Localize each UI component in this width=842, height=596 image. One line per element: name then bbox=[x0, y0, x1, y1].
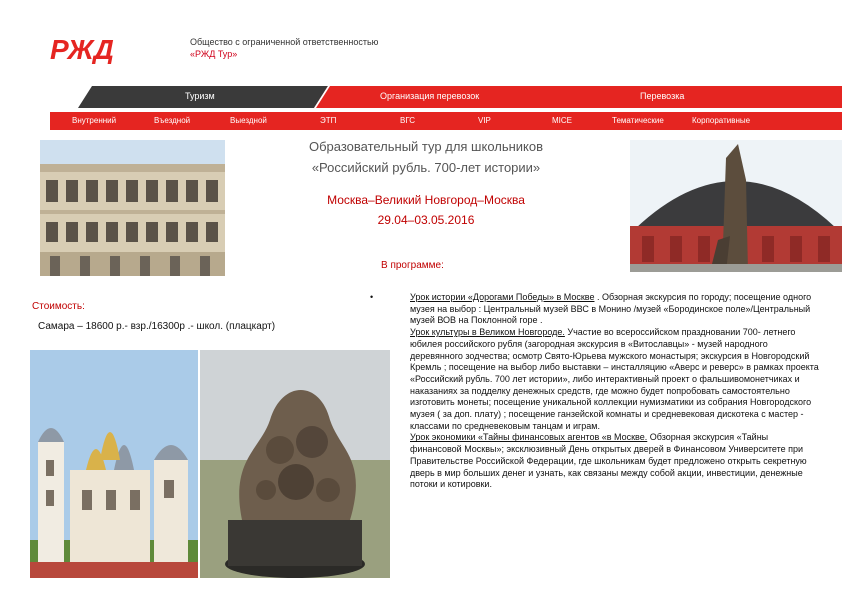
nav-mice[interactable]: MICE bbox=[552, 116, 572, 125]
program-text-culture: Участие во всероссийском праздновании 700- летнего юбилея российского рубля (загородная экскурсия в «Витославцы» - музей народного деревянного зодчества; осмотр Свято-Юрьева мужского монастыря; экскурсия в Новгородский Кремль ; посещение на выбор либо выставки – инсталляцию «Аверс и реверс» в рамках проекта «Российский рубль. 700 лет истории», либо интерактивный проект о фальшивомонетчиках и наказаниях за подделку денежных средств, где можно будет попробовать самостоятельно изготовить монеты; посещение уникальной коллекции нумизматики из собрания Новгородского музея ( за доп. плату) ; посещение ганзейской комнаты и средневековая дискотека с мастер - классами по средневековым танцам и играм. bbox=[410, 327, 819, 431]
nav-domestic[interactable]: Внутренний bbox=[72, 116, 117, 125]
program-text bbox=[410, 292, 822, 491]
tour-route: Москва–Великий Новгород–Москва bbox=[327, 193, 525, 207]
program-text-economics: Обзорная экскурсия «Тайны финансовой Москвы»; эксклюзивный День открытых дверей в Финансовом Университете при Правительстве Российской Федерации, где школьникам будет предложено открыть секретную дверь в мир больших денег и узнать, как связаны между собой акции, инвестиции, денежные потоки и котировки. bbox=[410, 432, 807, 490]
program-bullet: • bbox=[370, 292, 374, 302]
company-name bbox=[190, 36, 378, 60]
nav-inbound[interactable]: Въездной bbox=[154, 116, 191, 125]
logo-text: РЖД bbox=[50, 34, 114, 64]
nav-tourism[interactable]: Туризм bbox=[185, 91, 215, 101]
nav-vgs[interactable]: ВГС bbox=[400, 116, 416, 125]
program-text-history: . Обзорная экскурсия по городу; посещение одного музея на выбор : Центральный музей ВВС в Монино /музей «Бородинское поле»/Центральный музей ВОВ на Поклонной горе . bbox=[410, 292, 812, 326]
nav-outbound[interactable]: Выездной bbox=[230, 116, 267, 125]
company-line-2: «РЖД Тур» bbox=[190, 49, 238, 59]
photo-dome-monument bbox=[630, 140, 842, 272]
company-line-1: Общество с ограниченной ответственностью bbox=[190, 37, 379, 47]
nav-transportation[interactable]: Перевозка bbox=[640, 91, 685, 101]
cost-label: Стоимость: bbox=[32, 301, 85, 312]
program-highlight-economics: Урок экономики «Тайны финансовых агентов «в Москве. bbox=[410, 432, 648, 443]
nav-corporate[interactable]: Корпоративные bbox=[692, 116, 751, 125]
program-paragraph-novgorod-culture bbox=[410, 327, 822, 432]
photo-churches bbox=[30, 350, 198, 578]
tour-title-line-1: Образовательный тур для школьников bbox=[308, 139, 544, 154]
photo-coin-sculpture bbox=[200, 350, 390, 578]
photo-building bbox=[40, 140, 225, 276]
nav-etp[interactable]: ЭТП bbox=[320, 116, 337, 125]
program-paragraph-economics bbox=[410, 432, 822, 491]
tour-title-line-2: «Российский рубль. 700-лет истории» bbox=[311, 160, 541, 175]
tour-dates: 29.04–03.05.2016 bbox=[377, 213, 475, 227]
program-highlight-history: Урок истории «Дорогами Победы» в Москве bbox=[410, 292, 595, 302]
program-highlight-culture: Урок культуры в Великом Новгороде. bbox=[410, 327, 565, 338]
rzd-logo bbox=[50, 34, 128, 64]
nav-vip[interactable]: VIP bbox=[478, 116, 491, 125]
cost-value: Самара – 18600 р.- взр./16300р .- школ. (плацкарт) bbox=[38, 321, 276, 332]
nav-thematic[interactable]: Тематические bbox=[612, 116, 664, 125]
program-heading: В программе: bbox=[381, 260, 444, 271]
program-paragraph-moscow-history bbox=[410, 292, 822, 327]
nav-transport-organization[interactable]: Организация перевозок bbox=[380, 91, 480, 101]
